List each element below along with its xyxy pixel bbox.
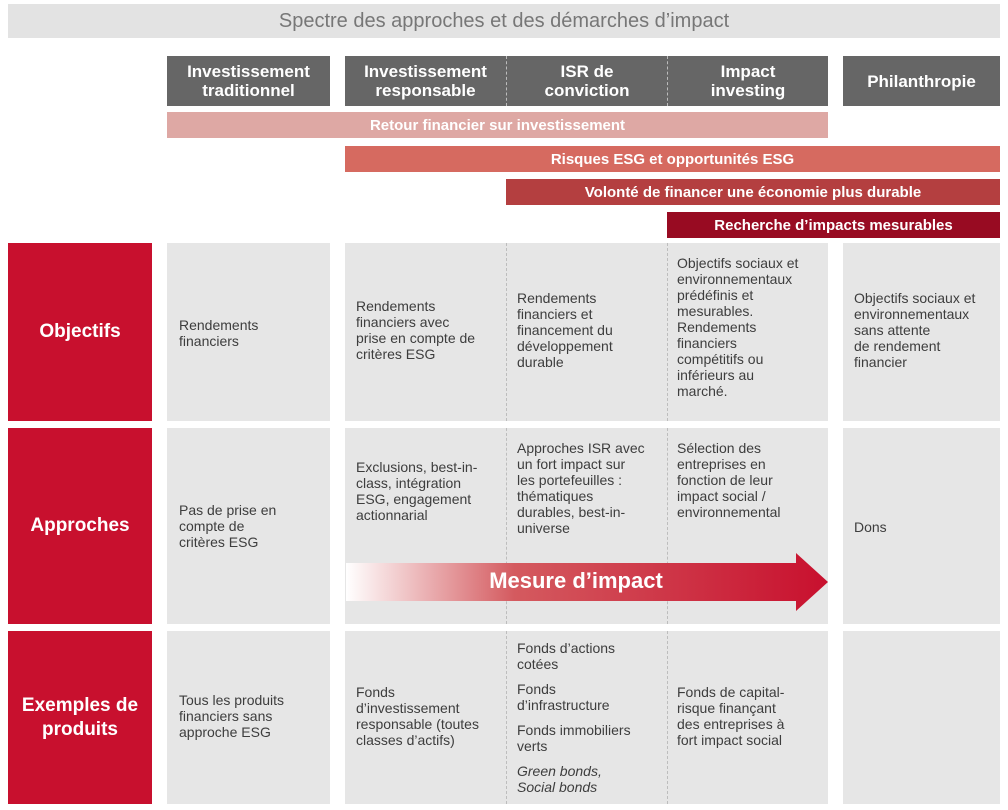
row-label-exemples-produits: Exemples de produits <box>8 631 152 804</box>
column-header-responsable: Investissement responsable <box>345 56 506 106</box>
cell-produits-philanthropie <box>843 631 1000 804</box>
diagram-title: Spectre des approches et des démarches d’impact <box>8 4 1000 38</box>
text-approches-traditionnel: Pas de prise en compte de critères ESG <box>179 502 277 550</box>
column-header-isr-conviction: ISR de conviction <box>506 56 667 106</box>
text-produits-responsable: Fonds d’investissement responsable (toutes classes d’actifs) <box>356 684 479 748</box>
text-produits-impact: Fonds de capital- risque finançant des entreprises à fort impact social <box>677 684 785 748</box>
column-header-philanthropie: Philanthropie <box>843 56 1000 106</box>
text-objectifs-traditionnel: Rendements financiers <box>179 317 259 349</box>
row-label-objectifs: Objectifs <box>8 243 152 421</box>
bar-economie-durable: Volonté de financer une économie plus durable <box>506 179 1000 205</box>
column-header-impact-investing: Impact investing <box>667 56 828 106</box>
column-header-traditionnel: Investissement traditionnel <box>167 56 330 106</box>
text-approches-isr: Approches ISR avec un fort impact sur les portefeuilles : thématiques durables, best-in- universe <box>517 440 645 536</box>
bar-risques-esg: Risques ESG et opportunités ESG <box>345 146 1000 172</box>
text-objectifs-responsable: Rendements financiers avec prise en compte de critères ESG <box>356 298 476 362</box>
text-produits-traditionnel: Tous les produits financiers sans approche ESG <box>179 692 285 740</box>
fund-green-social-bonds: Green bonds, Social bonds <box>517 763 602 795</box>
mesure-impact-label: Mesure d’impact <box>489 568 663 593</box>
text-approches-philanthropie: Dons <box>854 519 887 535</box>
text-approches-impact: Sélection des entreprises en fonction de leur impact social / environnemental <box>677 440 781 520</box>
text-objectifs-philanthropie: Objectifs sociaux et environnementaux sans attente de rendement financier <box>854 290 976 370</box>
fund-actions-cotees: Fonds d’actions cotées <box>517 640 616 672</box>
fund-infrastructure: Fonds d’infrastructure <box>517 681 610 713</box>
text-objectifs-impact: Objectifs sociaux et environnementaux prédéfinis et mesurables. Rendements financiers compétitifs ou inférieurs au marché. <box>677 255 799 399</box>
row-label-approches: Approches <box>8 428 152 624</box>
bar-retour-financier: Retour financier sur investissement <box>167 112 828 138</box>
text-objectifs-isr: Rendements financiers et financement du développement durable <box>517 290 613 370</box>
text-approches-responsable: Exclusions, best-in- class, intégration ESG, engagement actionnarial <box>356 459 478 523</box>
fund-immobiliers-verts: Fonds immobiliers verts <box>517 722 631 754</box>
bar-impacts-mesurables: Recherche d’impacts mesurables <box>667 212 1000 238</box>
